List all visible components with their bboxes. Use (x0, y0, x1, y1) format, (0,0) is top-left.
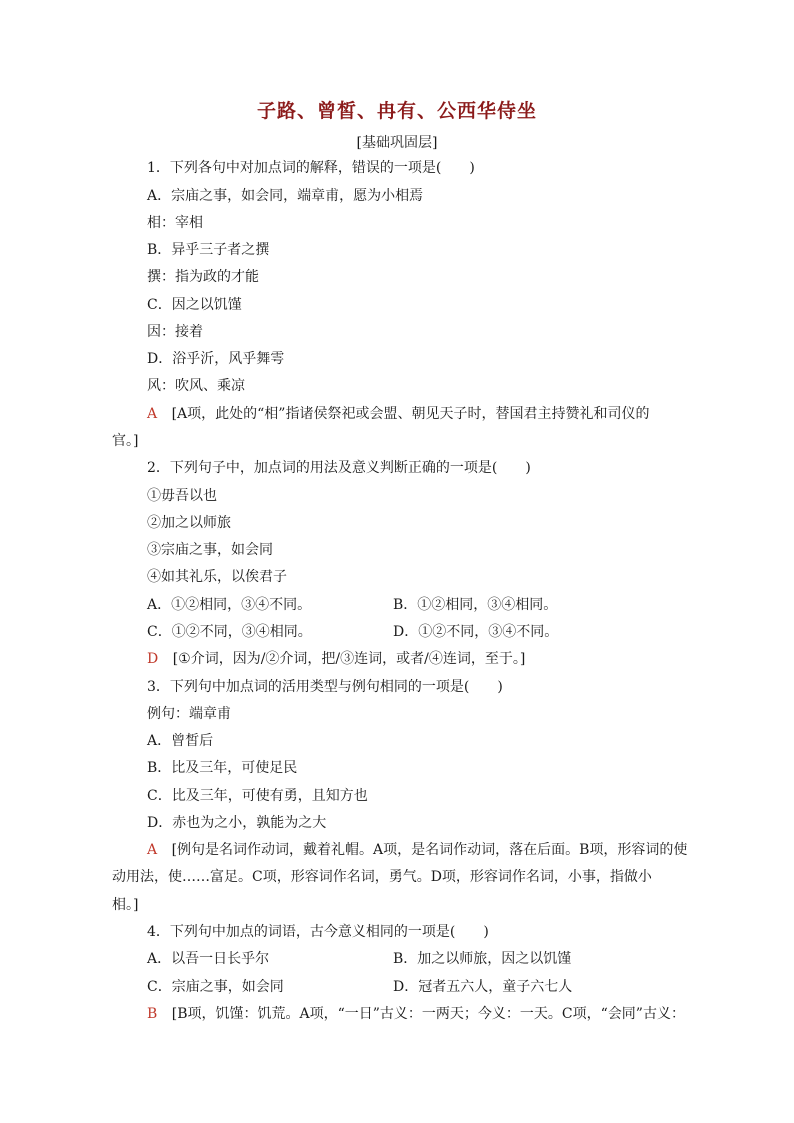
section-heading: [基础巩固层] (356, 135, 438, 151)
question-3-explanation-line-1: [例句是名词作动词，戴着礼帽。A项，是名词作动词，落在后面。B项，形容词的使 (171, 842, 688, 858)
question-3-answer: A (147, 842, 158, 858)
question-1-explanation-line-1: [A项，此处的“相”指诸侯祭祀或会盟、朝见天子时，替国君主持赞礼和司仪的 (171, 406, 650, 422)
question-4-stem: 4．下列句中加点的词语，古今意义相同的一项是( ) (147, 924, 489, 940)
question-2-explanation (147, 649, 525, 669)
question-3-explanation-line-2: 动用法，使……富足。C项，形容词作名词，勇气。D项，形容词作名词，小事，指做小 (112, 869, 652, 885)
question-4-option-c: C．宗庙之事，如会同 (147, 979, 284, 995)
question-2-answer: D (147, 651, 159, 667)
question-1-option-b-note: 撰：指为政的才能 (147, 269, 259, 285)
question-2-stem: 2．下列句子中，加点词的用法及意义判断正确的一项是( ) (147, 460, 531, 476)
question-2-sentence-2: ②加之以师旅 (147, 515, 231, 531)
question-1-option-c: C．因之以饥馑 (147, 297, 242, 313)
question-3-stem: 3．下列句中加点词的活用类型与例句相同的一项是( ) (147, 679, 503, 695)
question-1-option-c-note: 因：接着 (147, 324, 203, 340)
question-1-explanation (147, 404, 649, 424)
question-2-option-c: C．①②不同，③④相同。 (147, 624, 312, 640)
question-2-explanation-text: [①介词，因为/②介词，把/③连词，或者/④连词，至于。] (172, 651, 526, 667)
question-1-explanation-line-2: 官。] (112, 433, 139, 449)
question-1-option-d-note: 风：吹风、乘凉 (147, 378, 245, 394)
question-3-option-a: A．曾皙后 (147, 733, 214, 749)
question-1-option-a-note: 相：宰相 (147, 215, 203, 231)
question-3-option-b: B．比及三年，可使足民 (147, 760, 298, 776)
question-4-option-a: A．以吾一日长乎尔 (147, 951, 270, 967)
question-1-option-a: A．宗庙之事，如会同，端章甫，愿为小相焉 (147, 188, 424, 204)
question-3-explanation (147, 840, 687, 860)
question-4-explanation (147, 1004, 685, 1024)
question-4-option-d: D．冠者五六人，童子六七人 (393, 979, 573, 995)
question-3-example: 例句：端章甫 (147, 706, 231, 722)
question-3-option-d: D．赤也为之小，孰能为之大 (147, 815, 327, 831)
page-title: 子路、曾皙、冉有、公西华侍坐 (256, 100, 537, 122)
question-4-answer: B (147, 1006, 158, 1022)
question-2-sentence-4: ④如其礼乐，以俟君子 (147, 569, 287, 585)
question-1-stem: 1．下列各句中对加点词的解释，错误的一项是( ) (147, 160, 475, 176)
question-2-sentence-1: ①毋吾以也 (147, 488, 217, 504)
question-3-explanation-line-3: 相。] (112, 897, 139, 913)
question-1-answer: A (147, 406, 158, 422)
question-2-option-a: A．①②相同，③④不同。 (147, 597, 312, 613)
question-2-sentence-3: ③宗庙之事，如会同 (147, 542, 273, 558)
question-1-option-b: B．异乎三子者之撰 (147, 242, 270, 258)
question-1-option-d: D．浴乎沂，风乎舞雩 (147, 351, 285, 367)
question-4-explanation-text: [B项，饥馑：饥荒。A项，“一日”古义：一两天；今义：一天。C项，“会同”古义： (171, 1006, 685, 1022)
question-4-option-b: B．加之以师旅，因之以饥馑 (393, 951, 572, 967)
question-2-option-b: B．①②相同，③④相同。 (393, 597, 558, 613)
question-3-option-c: C．比及三年，可使有勇，且知方也 (147, 788, 368, 804)
question-2-option-d: D．①②不同，③④不同。 (393, 624, 559, 640)
